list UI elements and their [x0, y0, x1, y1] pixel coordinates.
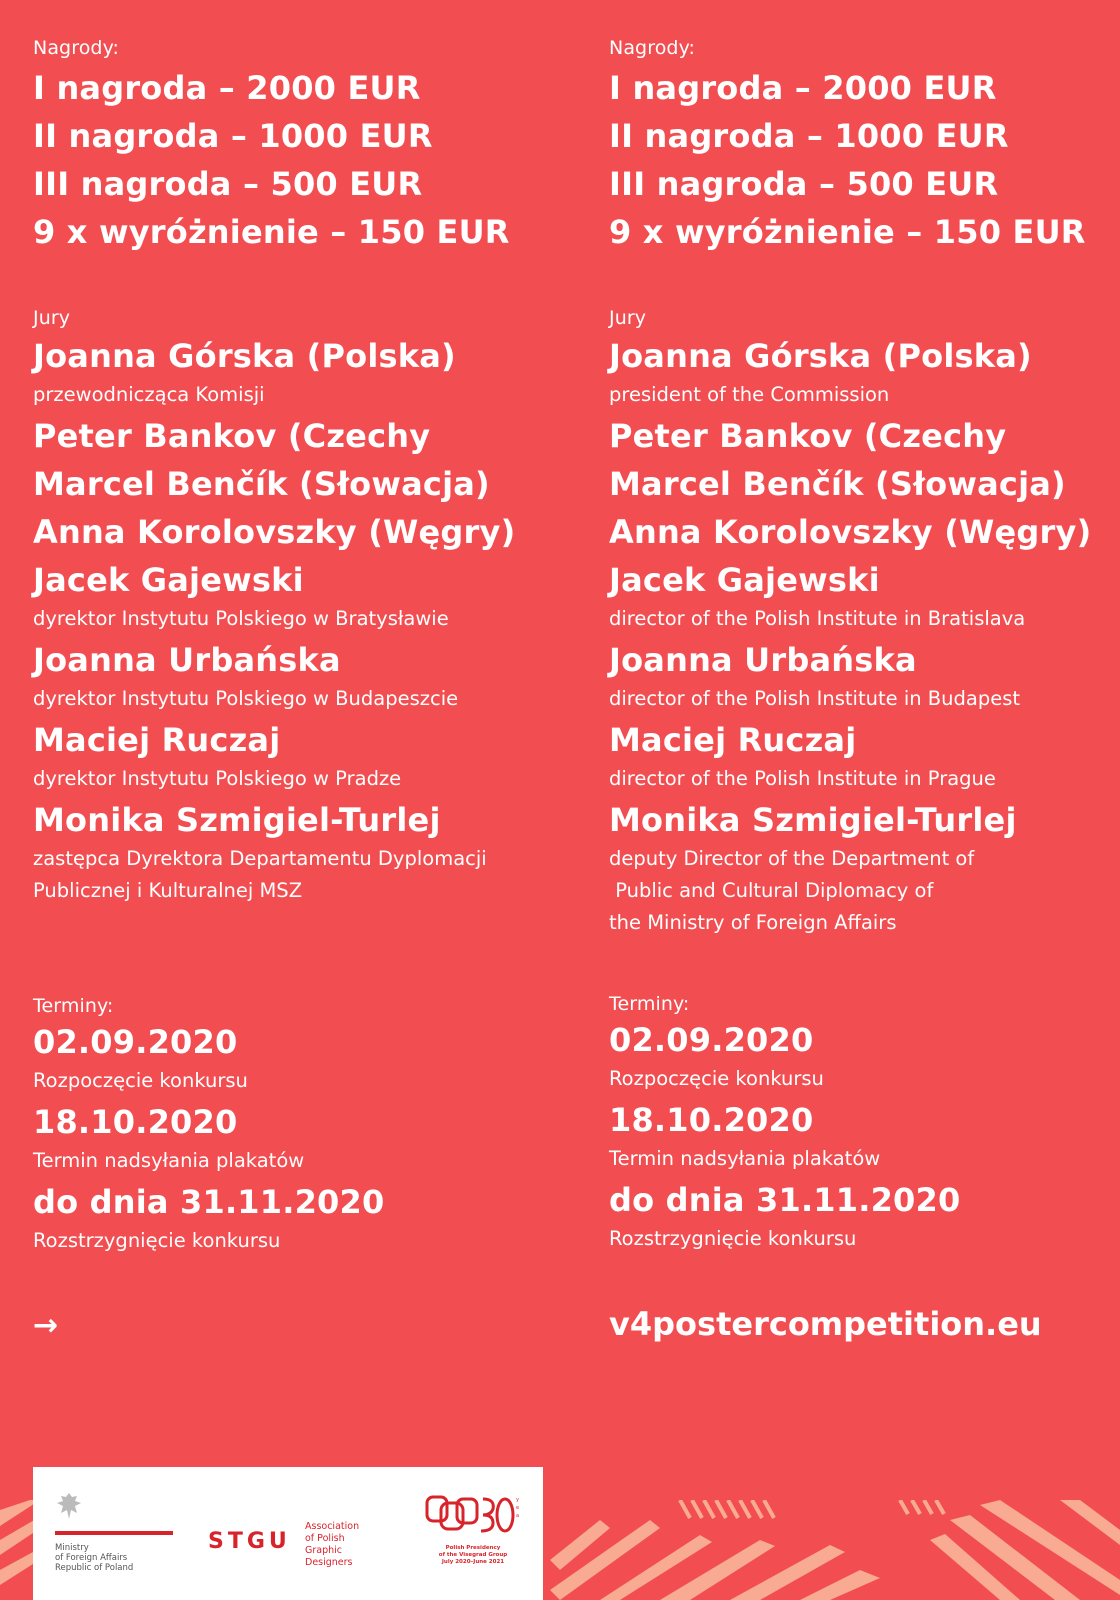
mfa-red-bar [55, 1531, 173, 1535]
sponsor-logos-panel [33, 1467, 543, 1600]
jury-role: zastępca Dyrektora Departamentu Dyplomacji [33, 847, 487, 870]
svg-text:e: e [516, 1505, 520, 1511]
jury-label: Jury [609, 307, 647, 329]
stgu-desc-line: Designers [305, 1557, 353, 1568]
svg-text:a: a [516, 1513, 520, 1519]
term-date: do dnia 31.11.2020 [609, 1181, 961, 1219]
term-date: 18.10.2020 [33, 1103, 238, 1141]
jury-label: Jury [33, 307, 71, 329]
v4-text-line: Polish Presidency [445, 1545, 501, 1551]
jury-role: dyrektor Instytutu Polskiego w Pradze [33, 767, 402, 790]
v4-30-years-icon [423, 1493, 523, 1541]
jury-name: Monika Szmigiel-Turlej [33, 801, 441, 839]
prize-2: II nagroda – 1000 EUR [33, 117, 433, 155]
prize-4: 9 x wyróżnienie – 150 EUR [33, 213, 510, 251]
competition-website-link[interactable]: v4postercompetition.eu [609, 1305, 1042, 1343]
term-desc: Rozpoczęcie konkursu [609, 1067, 824, 1090]
jury-name: Maciej Ruczaj [609, 721, 857, 759]
term-date: 02.09.2020 [609, 1021, 814, 1059]
prizes-list [609, 64, 1120, 256]
jury-name: Peter Bankov (Czechy [33, 417, 431, 455]
jury-name: Peter Bankov (Czechy [609, 417, 1007, 455]
jury-name: Maciej Ruczaj [33, 721, 281, 759]
jury-name: Joanna Górska (Polska) [609, 337, 1032, 375]
jury-name: Joanna Urbańska [609, 641, 917, 679]
term-desc: Termin nadsyłania plakatów [33, 1149, 305, 1172]
stgu-desc-line: Association [305, 1521, 360, 1532]
jury-role: dyrektor Instytutu Polskiego w Bratysławie [33, 607, 449, 630]
term-desc: Rozstrzygnięcie konkursu [609, 1227, 857, 1250]
prize-3: III nagroda – 500 EUR [33, 165, 423, 203]
v4-text-line: July 2020–June 2021 [441, 1559, 505, 1565]
mfa-text-line: of Foreign Affairs [55, 1553, 128, 1563]
terms-label: Terminy: [33, 995, 114, 1017]
term-desc: Rozpoczęcie konkursu [33, 1069, 248, 1092]
prizes-label: Nagrody: [33, 37, 120, 59]
mfa-text-line: Ministry [55, 1543, 89, 1553]
prize-4: 9 x wyróżnienie – 150 EUR [609, 213, 1086, 251]
jury-name: Marcel Benčík (Słowacja) [33, 465, 490, 503]
prize-3: III nagroda – 500 EUR [609, 165, 999, 203]
stgu-desc-line: Graphic [305, 1545, 343, 1556]
stgu-logo: STGU [208, 1529, 291, 1554]
jury-name: Joanna Górska (Polska) [33, 337, 456, 375]
mfa-logo [55, 1491, 175, 1573]
term-date: 18.10.2020 [609, 1101, 814, 1139]
prizes-label: Nagrody: [609, 37, 696, 59]
jury-name: Marcel Benčík (Słowacja) [609, 465, 1066, 503]
stgu-desc-line: of Polish [305, 1533, 345, 1544]
jury-role: przewodnicząca Komisji [33, 383, 265, 406]
jury-role: deputy Director of the Department of [609, 847, 975, 870]
jury-role: the Ministry of Foreign Affairs [609, 911, 897, 934]
prize-2: II nagroda – 1000 EUR [609, 117, 1009, 155]
jury-name: Jacek Gajewski [33, 561, 304, 599]
term-desc: Rozstrzygnięcie konkursu [33, 1229, 281, 1252]
terms-label: Terminy: [609, 993, 690, 1015]
jury-role: director of the Polish Institute in Bratislava [609, 607, 1026, 630]
jury-name: Monika Szmigiel-Turlej [609, 801, 1017, 839]
jury-role: Publicznej i Kulturalnej MSZ [33, 879, 303, 902]
jury-name: Anna Korolovszky (Węgry) [33, 513, 516, 551]
jury-role: dyrektor Instytutu Polskiego w Budapeszcie [33, 687, 459, 710]
jury-role: director of the Polish Institute in Budapest [609, 687, 1021, 710]
jury-role: president of the Commission [609, 383, 890, 406]
mfa-text-line: Republic of Poland [55, 1563, 134, 1573]
term-desc: Termin nadsyłania plakatów [609, 1147, 881, 1170]
polish-column [33, 36, 563, 1350]
jury-name: Jacek Gajewski [609, 561, 880, 599]
jury-role: Public and Cultural Diplomacy of [609, 879, 934, 902]
prize-1: I nagroda – 2000 EUR [609, 69, 997, 107]
v4-presidency-logo [423, 1493, 523, 1566]
v4-text-line: of the Visegrad Group [438, 1552, 508, 1558]
jury-name: Anna Korolovszky (Węgry) [609, 513, 1092, 551]
term-date: 02.09.2020 [33, 1023, 238, 1061]
eagle-icon [55, 1491, 83, 1521]
term-date: do dnia 31.11.2020 [33, 1183, 385, 1221]
jury-name: Joanna Urbańska [33, 641, 341, 679]
jury-role: director of the Polish Institute in Prague [609, 767, 996, 790]
english-column [609, 36, 1120, 1348]
stgu-description [305, 1521, 375, 1569]
prizes-list [33, 64, 563, 256]
arrow-right-icon: → [33, 1308, 59, 1343]
svg-text:y: y [516, 1497, 519, 1503]
prize-1: I nagroda – 2000 EUR [33, 69, 421, 107]
